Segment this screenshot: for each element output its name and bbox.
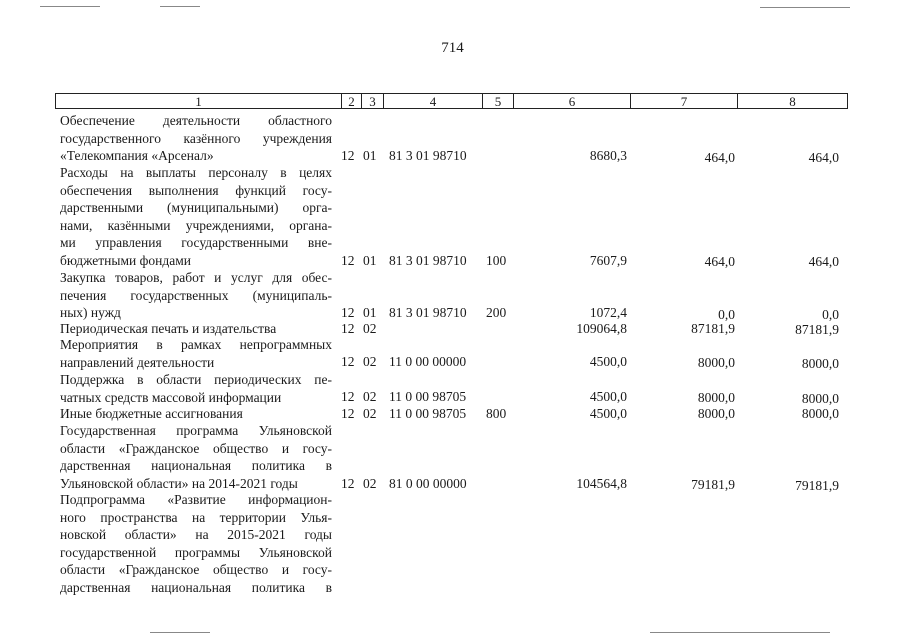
table-header — [55, 93, 848, 109]
row-col-7: 8000,0 — [697, 355, 735, 370]
row-col-7: 8000,0 — [697, 406, 735, 421]
header-col-6: 6 — [513, 94, 630, 108]
scan-artifact — [150, 632, 210, 633]
row-col-8: 79181,9 — [795, 478, 839, 493]
row-col-6: 7607,9 — [589, 253, 627, 268]
page-number: 714 — [441, 40, 464, 56]
row-description: Обеспечение деятельности областного государственного казённого учреждения «Телекомпания «Арсенал» — [60, 113, 332, 164]
row-col-2: 12 — [341, 253, 355, 268]
scan-artifact — [650, 632, 830, 633]
row-description: Закупка товаров, работ и услуг для обес- печения государственных (муниципаль- ных) нужд — [60, 270, 332, 321]
header-col-3: 3 — [361, 94, 383, 108]
scan-artifact — [160, 6, 200, 7]
row-description: Периодическая печать и издательства — [60, 321, 277, 336]
row-col-6: 8680,3 — [589, 148, 627, 163]
row-col-5: 100 — [486, 253, 507, 268]
row-col-3: 02 — [363, 354, 377, 369]
row-col-7: 464,0 — [704, 254, 735, 269]
row-col-7: 8000,0 — [697, 390, 735, 405]
header-col-1: 1 — [195, 94, 202, 109]
row-col-8: 87181,9 — [795, 322, 839, 337]
row-col-2: 12 — [341, 389, 355, 404]
row-col-2: 12 — [341, 305, 355, 320]
row-col-7: 464,0 — [704, 150, 735, 165]
row-col-4: 81 0 00 00000 — [389, 476, 467, 491]
row-col-6: 4500,0 — [589, 354, 627, 369]
row-col-3: 02 — [363, 321, 377, 336]
row-col-7: 0,0 — [718, 307, 735, 322]
row-col-6: 1072,4 — [589, 305, 627, 320]
row-col-4: 11 0 00 98705 — [389, 389, 467, 404]
row-col-7: 79181,9 — [691, 477, 735, 492]
row-description: Подпрограмма «Развитие информацион- ного пространства на территории Улья- новской области» на 2015-2021 годы государственной программы Ульяновской области «Гражданское общество и госу- дарственная национальная политика в — [60, 492, 332, 595]
row-col-2: 12 — [341, 354, 355, 369]
row-description: Иные бюджетные ассигнования — [60, 406, 243, 421]
header-col-7: 7 — [630, 94, 737, 108]
header-col-5: 5 — [482, 94, 513, 108]
row-col-6: 4500,0 — [589, 389, 627, 404]
row-col-4: 11 0 00 00000 — [389, 354, 467, 369]
row-col-2: 12 — [341, 476, 355, 491]
row-col-8: 464,0 — [808, 254, 839, 269]
header-col-8: 8 — [737, 94, 847, 108]
row-col-2: 12 — [341, 321, 355, 336]
row-col-8: 8000,0 — [801, 406, 839, 421]
row-description: Мероприятия в рамках непрограммных направлений деятельности — [60, 337, 332, 370]
row-col-4: 81 3 01 98710 — [389, 148, 467, 163]
row-description: Поддержка в области периодических пе- чатных средств массовой информации — [60, 372, 332, 405]
row-col-2: 12 — [341, 406, 355, 421]
row-col-3: 02 — [363, 476, 377, 491]
row-col-8: 8000,0 — [801, 391, 839, 406]
row-col-8: 464,0 — [808, 150, 839, 165]
row-col-4: 11 0 00 98705 — [389, 406, 467, 421]
row-col-8: 8000,0 — [801, 356, 839, 371]
row-col-5: 800 — [486, 406, 507, 421]
row-col-7: 87181,9 — [691, 321, 735, 336]
row-col-6: 4500,0 — [589, 406, 627, 421]
row-description: Расходы на выплаты персоналу в целях обеспечения выполнения функций госу- дарственными (муниципальными) орга- нами, казёнными учреждениями, органа- ми управления государственными вне- бюджетными фондами — [60, 165, 332, 268]
row-col-3: 02 — [363, 389, 377, 404]
row-description: Государственная программа Ульяновской области «Гражданское общество и госу- дарственная национальная политика в Ульяновской области» на 2014-2021 годы — [60, 423, 332, 491]
row-col-3: 01 — [363, 305, 377, 320]
scan-artifact — [760, 7, 850, 8]
row-col-8: 0,0 — [822, 307, 839, 322]
row-col-3: 01 — [363, 148, 377, 163]
row-col-6: 109064,8 — [576, 321, 627, 336]
row-col-4: 81 3 01 98710 — [389, 253, 467, 268]
row-col-4: 81 3 01 98710 — [389, 305, 467, 320]
row-col-3: 02 — [363, 406, 377, 421]
row-col-6: 104564,8 — [576, 476, 627, 491]
row-col-3: 01 — [363, 253, 377, 268]
row-col-5: 200 — [486, 305, 507, 320]
scan-artifact — [40, 6, 100, 7]
row-col-2: 12 — [341, 148, 355, 163]
header-col-2: 2 — [341, 94, 361, 108]
header-col-4: 4 — [383, 94, 482, 108]
